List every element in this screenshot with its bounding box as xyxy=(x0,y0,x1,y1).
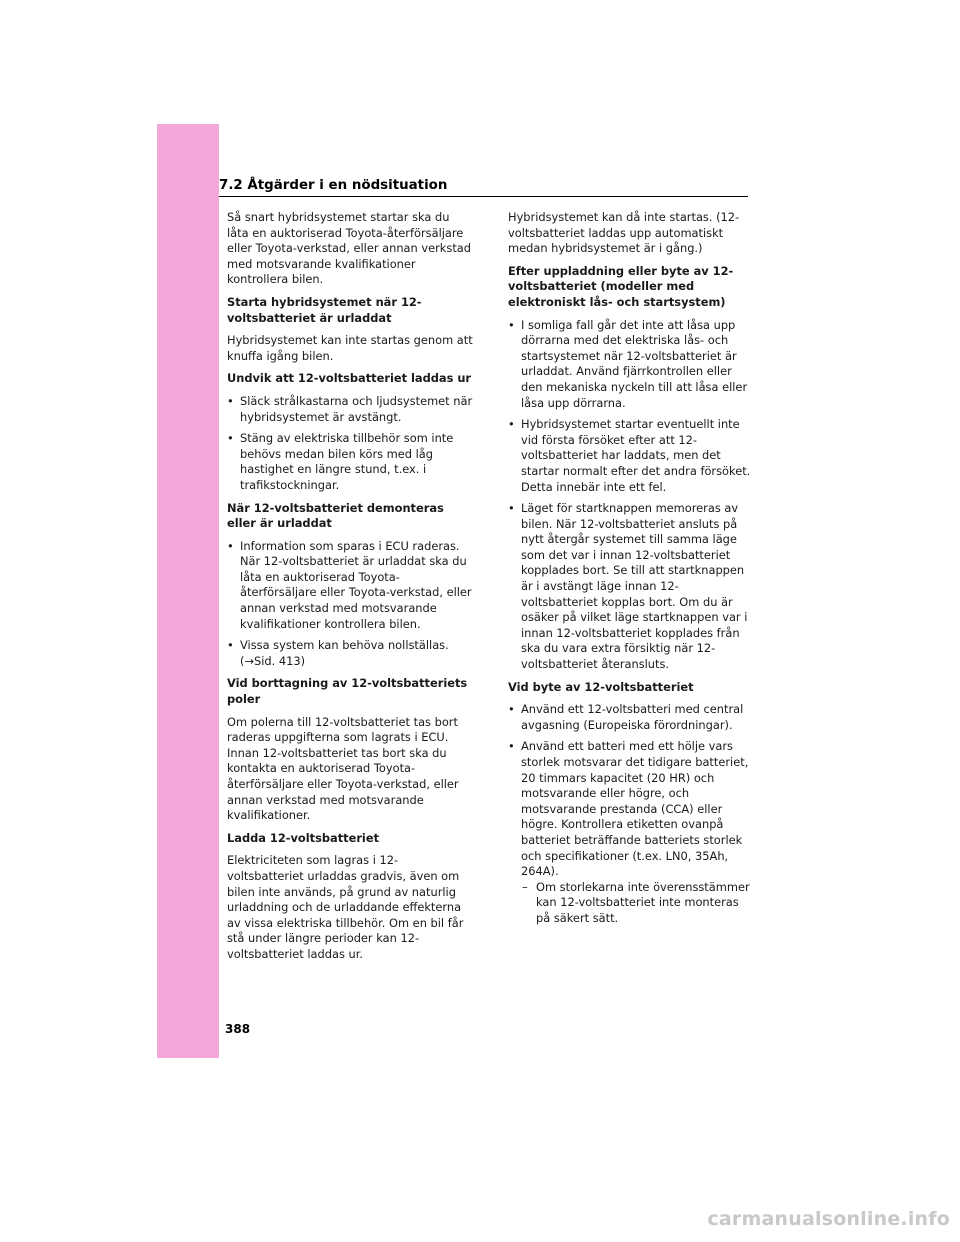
subheading: Ladda 12-voltsbatteriet xyxy=(227,830,380,845)
section-header xyxy=(219,174,748,197)
subheading: Vid byte av 12-voltsbatteriet xyxy=(508,679,694,694)
chapter-tab-sidebar xyxy=(157,124,219,1058)
paragraph: Så snart hybridsystemet startar ska du låta en auktoriserad Toyota-återförsäljare eller Toyota-verkstad, eller annan verkstad med motsvarande kvalifikationer kontrollera bilen. xyxy=(227,210,472,287)
list-item: • Vissa system kan behöva nollställas. (→Sid. 413) xyxy=(227,638,473,669)
list-item: • Hybridsystemet startar eventuellt inte vid första försöket efter att 12-voltsbatteriet har laddats, men det startar normalt efter det andra försöket. Detta innebär inte ett fel. xyxy=(508,417,754,495)
list-item: • Stäng av elektriska tillbehör som inte behövs medan bilen körs med låg hastighet en längre stund, t.ex. i trafikstockningar. xyxy=(227,431,473,493)
right-column xyxy=(508,210,754,934)
paragraph: Elektriciteten som lagras i 12-voltsbatteriet urladdas gradvis, även om bilen inte används, på grund av naturlig urladdning och de urladdande effekterna av vissa elektriska tillbehör. Om en bil får stå under längre perioder kan 12-voltsbatteriet laddas ur. xyxy=(227,853,464,961)
sub-list-item: – Om storlekarna inte överensstämmer kan 12-voltsbatteriet inte monteras på säkert sätt. xyxy=(508,880,754,927)
subheading: Vid borttagning av 12-voltsbatteriets poler xyxy=(227,676,468,707)
page-number: 388 xyxy=(225,1022,251,1036)
list-item: • I somliga fall går det inte att låsa upp dörrarna med det elektriska lås- och startsystemet när 12-voltsbatteriet är urladdat. Använd fjärrkontrollen eller den mekaniska nyckeln till att låsa eller låsa upp dörrarna. xyxy=(508,318,754,412)
list-item: • Använd ett 12-voltsbatteri med central avgasning (Europeiska förordningar). xyxy=(508,702,754,733)
paragraph: Om polerna till 12-voltsbatteriet tas bort raderas uppgifterna som lagrats i ECU. Innan 12-voltsbatteriet tas bort ska du kontakta en auktoriserad Toyota-återförsäljare eller Toyota-verkstad, eller annan verkstad med motsvarande kvalifikationer. xyxy=(227,714,459,823)
paragraph: Hybridsystemet kan då inte startas. (12-voltsbatteriet laddas upp automatiskt medan hybridsystemet är i gång.) xyxy=(508,210,740,256)
subheading: Undvik att 12-voltsbatteriet laddas ur xyxy=(227,371,472,386)
list-item: • Använd ett batteri med ett hölje vars storlek motsvarar det tidigare batteriet, 20 timmars kapacitet (20 HR) och motsvarande eller högre, och motsvarande prestanda (CCA) eller högre. Kontrollera etiketten ovanpå batteriet beträffande batteriets storlek och specifikationer (t.ex. LN0, 35Ah, 264A). xyxy=(508,739,754,879)
left-column xyxy=(227,210,473,970)
watermark: carmanualsonline.info xyxy=(707,1208,950,1230)
list-item: • Läget för startknappen memoreras av bilen. När 12-voltsbatteriet ansluts på nytt återgår systemet till samma läge som det var i innan 12-voltsbatteriet kopplades bort. Se till att startknappen är i avstängt läge innan 12-voltsbatteriet kopplas bort. Om du är osäker på vilket läge startknappen var i innan 12-voltsbatteriet kopplades från ska du vara extra försiktig när 12-voltsbatteriet återansluts. xyxy=(508,501,754,673)
section-title: 7.2 Åtgärder i en nödsituation xyxy=(219,178,448,193)
subheading: Efter uppladdning eller byte av 12-voltsbatteriet (modeller med elektroniskt lås- och startsystem) xyxy=(508,263,734,309)
paragraph: Hybridsystemet kan inte startas genom att knuffa igång bilen. xyxy=(227,333,473,363)
bullet-list xyxy=(227,394,473,494)
bullet-list xyxy=(508,702,754,926)
list-item: • Släck strålkastarna och ljudsystemet när hybridsystemet är avstängt. xyxy=(227,394,473,425)
list-item: • Information som sparas i ECU raderas. När 12-voltsbatteriet är urladdat ska du låta en auktoriserad Toyota-återförsäljare eller Toyota-verkstad, eller annan verkstad med motsvarande kvalifikationer kontrollera bilen. xyxy=(227,539,473,633)
subheading: Starta hybridsystemet när 12-voltsbatteriet är urladdat xyxy=(227,294,422,325)
bullet-list xyxy=(227,539,473,670)
bullet-list xyxy=(508,318,754,673)
subheading: När 12-voltsbatteriet demonteras eller är urladdat xyxy=(227,500,444,531)
